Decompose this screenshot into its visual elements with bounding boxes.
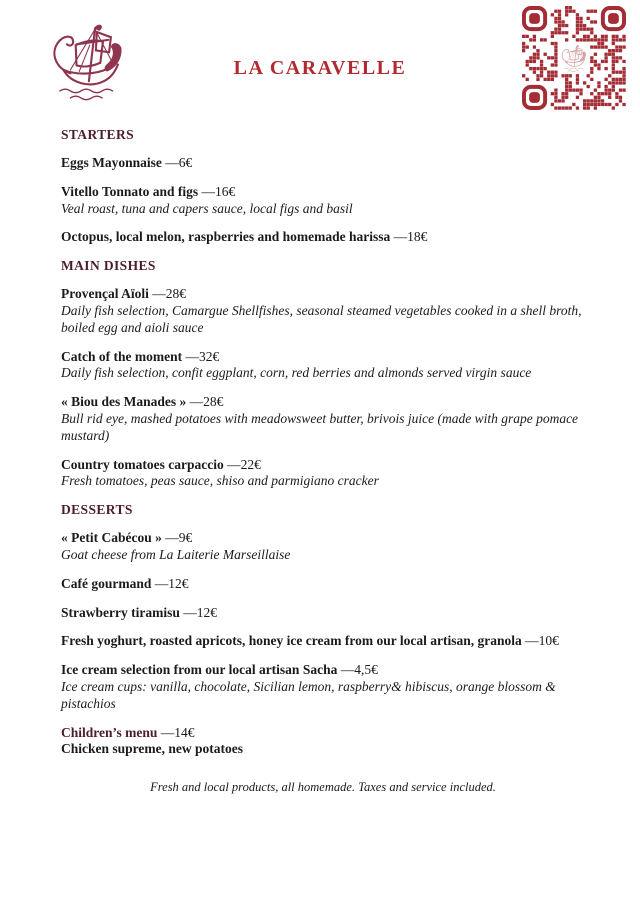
menu-item xyxy=(61,394,585,444)
item-price: —16€ xyxy=(198,183,236,199)
item-description: Bull rid eye, mashed potatoes with meadowsweet butter, brivois juice (made with grape pomace mustard) xyxy=(61,410,579,443)
item-description: Veal roast, tuna and capers sauce, local figs and basil xyxy=(61,200,353,216)
item-name: Café gourmand xyxy=(61,575,152,591)
children-menu-price: —14€ xyxy=(160,724,195,740)
menu-item xyxy=(61,286,585,336)
item-description: Goat cheese from La Laiterie Marseillaise xyxy=(61,546,291,562)
item-price: —32€ xyxy=(182,348,220,364)
menu-sections xyxy=(61,127,585,713)
children-menu-subtitle: Chicken supreme, new potatoes xyxy=(61,741,243,757)
menu-body xyxy=(0,127,640,795)
item-name: Fresh yoghurt, roasted apricots, honey ice cream from our local artisan, granola xyxy=(61,633,522,649)
menu-item xyxy=(61,457,585,491)
section-heading: MAIN DISHES xyxy=(61,258,156,274)
item-name: Octopus, local melon, raspberries and homemade harissa xyxy=(61,229,391,245)
item-price: —4,5€ xyxy=(337,662,378,678)
children-menu-name: Children’s menu xyxy=(61,724,158,740)
section-heading: STARTERS xyxy=(61,127,135,142)
item-name: « Biou des Manades » xyxy=(61,394,187,410)
item-description: Ice cream cups: vanilla, chocolate, Sicilian lemon, raspberry& hibiscus, orange blossom & pistachios xyxy=(61,678,556,711)
item-name: Country tomatoes carpaccio xyxy=(61,456,224,472)
item-price: —18€ xyxy=(390,229,428,245)
item-price: —28€ xyxy=(186,394,224,410)
item-price: —12€ xyxy=(151,575,189,591)
item-price: —9€ xyxy=(161,530,193,546)
item-price: —6€ xyxy=(161,155,193,170)
menu-item xyxy=(61,229,585,246)
item-name: « Petit Cabécou » xyxy=(61,530,162,546)
menu-item xyxy=(61,349,585,383)
menu-item xyxy=(61,184,585,218)
item-name: Catch of the moment xyxy=(61,348,183,364)
menu-item xyxy=(61,605,585,622)
menu-item xyxy=(61,633,585,650)
qr-code xyxy=(522,6,626,110)
menu-section xyxy=(61,127,585,246)
item-name: Eggs Mayonnaise xyxy=(61,155,162,170)
item-price: —12€ xyxy=(179,604,217,620)
item-price: —22€ xyxy=(223,456,261,472)
item-description: Fresh tomatoes, peas sauce, shiso and parmigiano cracker xyxy=(61,473,379,489)
item-name: Provençal Aïoli xyxy=(61,286,149,302)
item-name: Vitello Tonnato and figs xyxy=(61,183,199,199)
item-description: Daily fish selection, Camargue Shellfishes, seasonal steamed vegetables cooked in a shell broth, boiled egg and aioli sauce xyxy=(61,302,582,335)
footer-note: Fresh and local products, all homemade. Taxes and service included. xyxy=(150,780,496,795)
children-menu-item xyxy=(61,725,585,759)
menu-section xyxy=(61,258,585,490)
menu-item xyxy=(61,576,585,593)
page-header xyxy=(0,0,640,127)
menu-item xyxy=(61,155,585,172)
menu-section xyxy=(61,502,585,712)
menu-item xyxy=(61,662,585,712)
menu-item xyxy=(61,530,585,564)
page-title: LA CARAVELLE xyxy=(233,57,407,79)
item-name: Ice cream selection from our local artisan Sacha xyxy=(61,662,338,678)
item-price: —28€ xyxy=(148,286,186,302)
item-price: —10€ xyxy=(521,633,559,649)
section-heading: DESSERTS xyxy=(61,502,133,518)
item-description: Daily fish selection, confit eggplant, corn, red berries and almonds served virgin sauce xyxy=(61,365,532,381)
item-name: Strawberry tiramisu xyxy=(61,604,180,620)
